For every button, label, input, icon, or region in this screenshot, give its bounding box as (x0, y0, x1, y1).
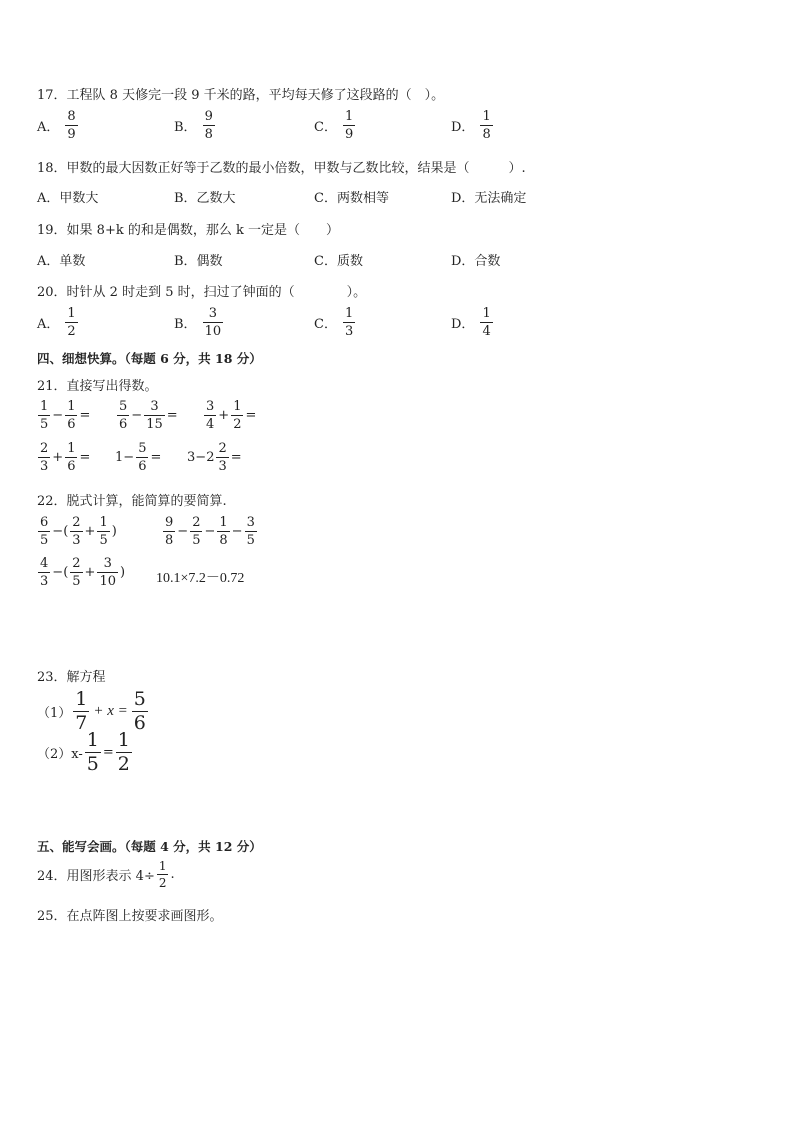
option-label: C． (314, 317, 337, 332)
q21-text: 21．直接写出得数。 (37, 379, 158, 394)
denominator: 10 (99, 574, 116, 589)
equals-sign: = (79, 408, 91, 423)
q18-option-b[interactable]: B．乙数大 (174, 191, 236, 206)
denominator: 5 (99, 533, 108, 548)
denominator: 9 (67, 127, 76, 142)
denominator: 8 (165, 533, 174, 548)
q21-expr-5 (115, 442, 161, 473)
minus-sign: − (131, 408, 143, 423)
denominator: 6 (133, 712, 146, 734)
numerator: 3 (206, 399, 215, 414)
numerator: 9 (204, 109, 213, 124)
minus-sign: − (195, 450, 207, 465)
denominator: 2 (158, 876, 167, 890)
option-label: C． (314, 120, 337, 135)
q21-expr-2 (115, 400, 178, 431)
numerator: 1 (67, 306, 76, 321)
option-label: B． (174, 317, 197, 332)
denominator: 2 (233, 417, 242, 432)
right-paren: ) (120, 565, 126, 580)
numerator: 2 (72, 515, 81, 530)
plus-sign: + (52, 450, 64, 465)
denominator: 3 (40, 459, 49, 474)
q19-option-a[interactable]: A．单数 (37, 254, 86, 269)
denominator: 6 (138, 459, 147, 474)
denominator: 5 (72, 574, 81, 589)
q18-option-c[interactable]: C．两数相等 (314, 191, 389, 206)
denominator: 3 (40, 574, 49, 589)
numerator: 4 (40, 556, 49, 571)
denominator: 7 (75, 712, 88, 734)
q22-expr-1 (36, 516, 117, 547)
fraction (343, 110, 355, 141)
fraction (65, 307, 77, 338)
option-label: B． (174, 120, 197, 135)
numerator: 2 (72, 556, 81, 571)
numerator: 1 (40, 399, 49, 414)
numerator: 2 (218, 441, 227, 456)
q23-text: 23．解方程 (37, 670, 106, 685)
numerator: 1 (158, 859, 167, 873)
option-label: A． (37, 317, 60, 332)
left-paren: ( (63, 524, 69, 539)
numerator: 1 (67, 441, 76, 456)
option-label: A． (37, 120, 60, 135)
section-5-heading: 五、能写会画。（每题 4 分，共 12 分） (37, 839, 262, 854)
numerator: 1 (482, 306, 491, 321)
q21-expr-3 (202, 400, 256, 431)
denominator: 3 (218, 459, 227, 474)
denominator: 9 (344, 127, 354, 142)
numerator: 2 (40, 441, 49, 456)
numerator: 9 (165, 515, 174, 530)
equals-sign: = (150, 450, 162, 465)
q17-text: 17．工程队 8 天修完一段 9 千米的路，平均每天修了这段路的（ ）。 (37, 88, 445, 103)
plus-sign: + (84, 524, 96, 539)
denominator: 5 (40, 417, 49, 432)
q17-option-c[interactable] (314, 110, 357, 141)
q22-expr-4: 10.1×7.2－0.72 (156, 571, 245, 586)
plus-sign: + (84, 565, 96, 580)
numerator: 1 (344, 306, 354, 321)
q23-equation-2 (37, 731, 134, 774)
whole-number: 3 (187, 450, 196, 465)
numerator: 1 (99, 515, 108, 530)
equals-sign: = (102, 745, 114, 760)
numerator: 1 (233, 399, 242, 414)
q19-text: 19．如果 8+k 的和是偶数，那么 k 一定是（ ） (37, 223, 339, 238)
denominator: 5 (246, 533, 255, 548)
denominator: 10 (204, 324, 222, 339)
numerator: 3 (103, 556, 112, 571)
q19-option-c[interactable]: C．质数 (314, 254, 363, 269)
q22-text: 22．脱式计算，能简算的要简算. (37, 494, 227, 509)
q20-option-a[interactable] (37, 307, 80, 338)
q19-option-d[interactable]: D．合数 (451, 254, 501, 269)
q20-option-c[interactable] (314, 307, 357, 338)
q22-expr-3 (36, 557, 125, 588)
equals-sign: = (79, 450, 91, 465)
equals-sign: = (245, 408, 257, 423)
numerator: 6 (40, 515, 49, 530)
minus-sign: − (231, 524, 243, 539)
whole-number: 1 (115, 450, 124, 465)
denominator: 3 (72, 533, 81, 548)
q17-option-d[interactable] (451, 110, 495, 141)
numerator: 1 (67, 399, 76, 414)
q17-option-b[interactable] (174, 110, 217, 141)
right-paren: ) (111, 524, 117, 539)
q21-expr-1 (36, 400, 90, 431)
denominator: 5 (192, 533, 201, 548)
minus-sign: − (52, 408, 64, 423)
numerator: 2 (192, 515, 201, 530)
plus-sign: + (218, 408, 230, 423)
denominator: 8 (219, 533, 228, 548)
minus-sign: − (177, 524, 189, 539)
q18-option-a[interactable]: A．甲数大 (37, 191, 99, 206)
equals-sign: = (166, 408, 178, 423)
denominator: 2 (67, 324, 76, 339)
q23-equation-1 (37, 690, 150, 733)
q20-option-d[interactable] (451, 307, 495, 338)
mixed-whole: 2 (206, 450, 215, 465)
numerator: 5 (138, 441, 147, 456)
denominator: 3 (344, 324, 354, 339)
part-label: （1） (37, 706, 72, 721)
option-label: D． (451, 120, 475, 135)
numerator: 3 (246, 515, 255, 530)
q20-text: 20．时针从 2 时走到 5 时，扫过了钟面的（ ）。 (37, 285, 367, 300)
equals-sign: = (230, 450, 242, 465)
numerator: 1 (219, 515, 228, 530)
q22-expr-2 (161, 516, 259, 547)
q24-text (37, 860, 175, 889)
numerator: 3 (208, 306, 217, 321)
minus-sign: − (52, 524, 64, 539)
denominator: 5 (40, 533, 49, 548)
numerator: 1 (344, 109, 354, 124)
numerator: 3 (150, 399, 159, 414)
equation-middle: + x = (93, 703, 128, 719)
numerator: 5 (133, 688, 146, 710)
numerator: 1 (75, 688, 88, 710)
q21-expr-6 (187, 442, 242, 473)
numerator: 1 (117, 729, 130, 751)
fraction (480, 110, 492, 141)
denominator: 4 (482, 324, 491, 339)
denominator: 8 (482, 127, 491, 142)
numerator: 8 (67, 109, 76, 124)
fraction (480, 307, 492, 338)
q19-option-b[interactable]: B．偶数 (174, 254, 223, 269)
q20-option-b[interactable] (174, 307, 225, 338)
denominator: 4 (206, 417, 215, 432)
question-text: 24．用图形表示 4÷ (37, 869, 155, 884)
fraction (203, 307, 224, 338)
q25-text: 25．在点阵图上按要求画图形。 (37, 909, 223, 924)
part-label: （2）x- (37, 747, 83, 762)
q18-text: 18．甲数的最大因数正好等于乙数的最小倍数，甲数与乙数比较，结果是（ ）. (37, 161, 526, 176)
fraction (65, 110, 77, 141)
denominator: 6 (67, 417, 76, 432)
denominator: 2 (117, 753, 130, 775)
option-label: D． (451, 317, 475, 332)
section-4-heading: 四、细想快算。（每题 6 分，共 18 分） (37, 351, 262, 366)
denominator: 5 (86, 753, 99, 775)
denominator: 15 (146, 417, 163, 432)
q18-option-d[interactable]: D．无法确定 (451, 191, 527, 206)
denominator: 6 (67, 459, 76, 474)
minus-sign: − (204, 524, 216, 539)
fraction (343, 307, 355, 338)
minus-sign: − (123, 450, 135, 465)
denominator: 6 (119, 417, 128, 432)
period: . (170, 867, 175, 882)
denominator: 8 (204, 127, 213, 142)
q21-expr-4 (36, 442, 90, 473)
fraction (203, 110, 215, 141)
numerator: 1 (482, 109, 491, 124)
minus-sign: − (52, 565, 64, 580)
numerator: 5 (119, 399, 128, 414)
left-paren: ( (63, 565, 69, 580)
q17-option-a[interactable] (37, 110, 80, 141)
numerator: 1 (86, 729, 99, 751)
